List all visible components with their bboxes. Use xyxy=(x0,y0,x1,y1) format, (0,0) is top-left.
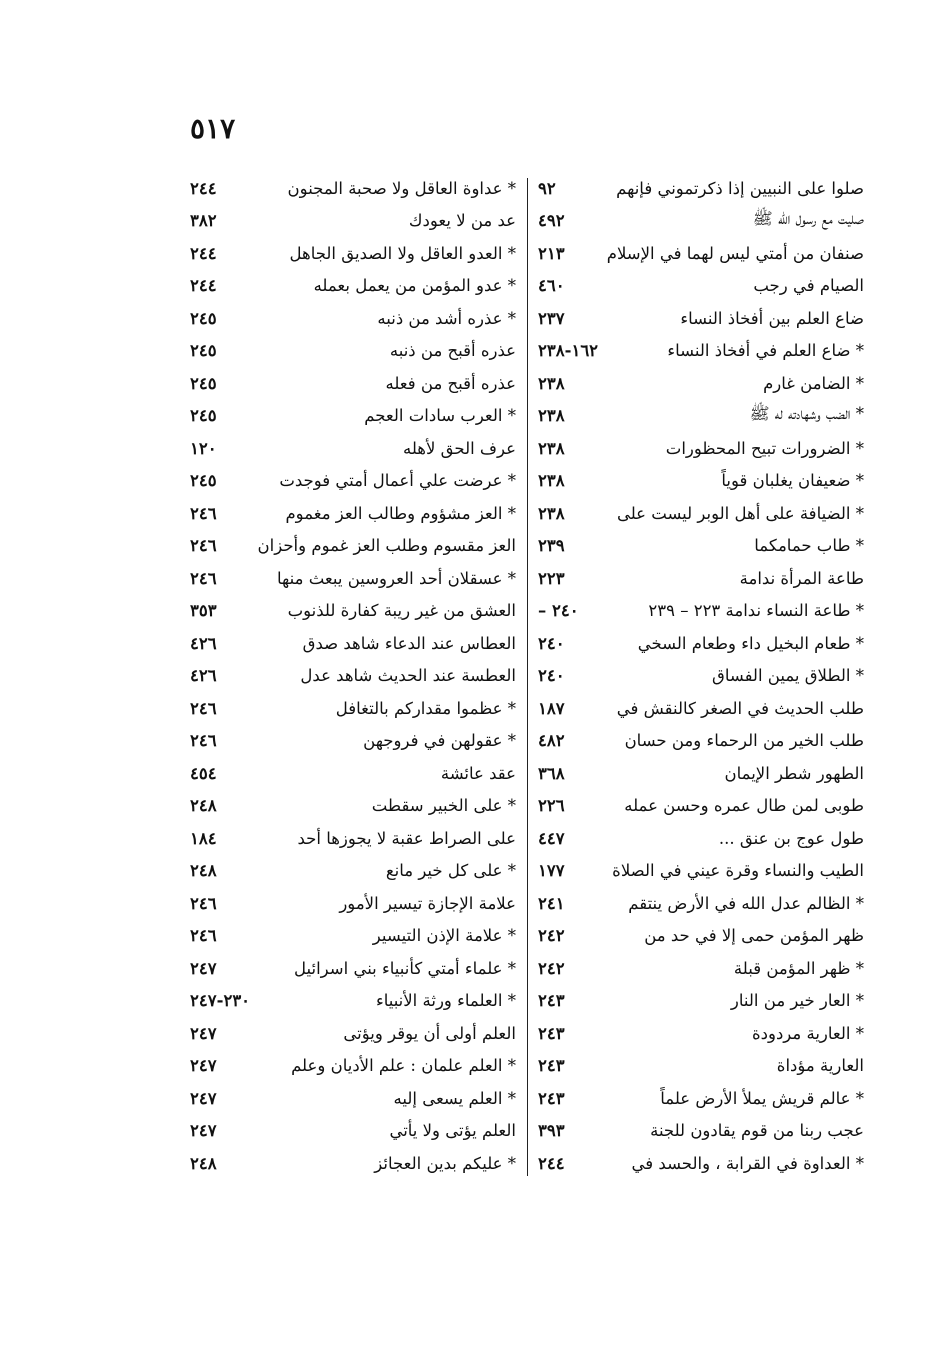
index-entry xyxy=(190,725,516,757)
entry-page-ref: ٢٤١ xyxy=(538,893,565,913)
entry-page-ref: ١٧٧ xyxy=(538,861,565,880)
entry-text: * الضرورات تبيح المحظورات xyxy=(665,438,864,458)
index-entry xyxy=(190,497,516,529)
entry-text: علامة الإجازة تيسير الأمور xyxy=(339,893,516,913)
entry-text: * عدو المؤمن من يعمل بعمله xyxy=(313,276,516,295)
entry-text: * الضب وشهادته له ﷺ xyxy=(749,403,864,423)
entry-page-ref: ٢٣٨ xyxy=(538,503,565,523)
entry-page-ref: ٢٤٧ xyxy=(190,958,217,978)
entry-page-ref: ٢٤٥ xyxy=(190,471,217,490)
entry-page-ref: ٢٤٢ xyxy=(538,926,565,945)
entry-page-ref: ٢٤٥ xyxy=(190,406,217,425)
entry-page-ref: ٣٦٨ xyxy=(538,763,565,783)
index-entry xyxy=(538,237,864,269)
entry-text: طول عوج بن عنق ... xyxy=(718,828,864,848)
entry-page-ref: ٢٤٢ xyxy=(538,958,565,978)
entry-page-ref: ١٨٤ xyxy=(190,828,217,848)
entry-text: * ضاع العلم في أفخاذ النساء xyxy=(667,341,864,360)
entry-text: * عرضت علي أعمال أمتي فوجدت xyxy=(279,471,516,490)
entry-text: عد من لا يعودك xyxy=(408,211,516,230)
entry-page-ref: ٢٤٦ xyxy=(190,503,217,523)
index-entry xyxy=(538,497,864,529)
entry-page-ref: ٤٢٦ xyxy=(190,666,217,685)
entry-page-ref: ٢٤٦ xyxy=(190,926,217,945)
index-entry xyxy=(538,1115,864,1147)
column-divider xyxy=(527,178,528,1176)
entry-text: * الضيافة على أهل الوبر ليست على xyxy=(616,503,864,523)
index-entry xyxy=(538,1082,864,1114)
entry-text: طلب الحديث في الصغر كالنقش في xyxy=(616,698,864,718)
entry-text: * على كل خير مانع xyxy=(385,861,516,880)
index-entry xyxy=(538,172,864,204)
entry-text: * العلماء ورثة الأنبياء xyxy=(375,991,516,1010)
entry-text: * طاعة النساء ندامة ٢٢٣ – ٢٣٩ xyxy=(648,601,864,620)
entry-page-ref: ٢١٣ xyxy=(538,243,565,263)
entry-text: * عليكم بدين العجائز xyxy=(374,1153,516,1173)
entry-page-ref: ٢٤٣ xyxy=(538,991,565,1010)
entry-page-ref: ٢٤٣ xyxy=(538,1088,565,1108)
entry-page-ref: ٤٩٢ xyxy=(538,211,565,230)
entry-text: عذره أقبح من فعله xyxy=(385,373,516,393)
entry-text: * الظالم عدل الله في الأرض ينتقم xyxy=(628,893,864,913)
entry-text: * العز مشؤوم وطالب العز مغموم xyxy=(285,503,516,523)
entry-page-ref: ٩٢ xyxy=(538,178,556,198)
index-entry xyxy=(190,432,516,464)
entry-text: * عالم قريش يملأ الأرض علماً xyxy=(660,1088,864,1108)
entry-text: * عقولهن في فروجهن xyxy=(363,731,516,750)
index-entry xyxy=(538,920,864,952)
index-entry xyxy=(538,887,864,919)
entry-page-ref: ٢٤٦ xyxy=(190,893,217,913)
entry-text: * ضعيفان يغلبان قوياً xyxy=(721,471,864,490)
index-entry xyxy=(190,1115,516,1147)
index-entry xyxy=(190,692,516,724)
index-entry xyxy=(190,1050,516,1082)
entry-page-ref: ٢٤٣ xyxy=(538,1023,565,1043)
index-entry xyxy=(538,595,864,627)
entry-page-ref: ٤٢٦ xyxy=(190,633,217,653)
entry-page-ref: ٢٤٥ xyxy=(190,341,217,360)
index-entry xyxy=(190,205,516,237)
entry-page-ref: ٤٦٠ xyxy=(538,276,565,295)
index-entry xyxy=(538,855,864,887)
index-entry xyxy=(190,270,516,302)
index-entry xyxy=(190,530,516,562)
entry-text: * علامة الإذن التيسير xyxy=(372,926,516,945)
index-entry xyxy=(538,952,864,984)
entry-text: العشق من غير ريبة كفارة للذنوب xyxy=(287,601,516,620)
index-entry xyxy=(538,302,864,334)
entry-text: طوبى لمن طال عمره وحسن عمله xyxy=(624,796,864,815)
entry-page-ref: ٣٩٣ xyxy=(538,1121,565,1140)
index-entry xyxy=(538,530,864,562)
entry-page-ref: ٢٣٧ xyxy=(538,308,565,328)
entry-page-ref: ٢٤٧ xyxy=(190,1088,217,1108)
entry-text: * علماء أمتي كأنبياء بني اسرائيل xyxy=(294,958,516,978)
index-entry xyxy=(190,822,516,854)
entry-text: * عذره أشد من ذنبه xyxy=(377,308,516,328)
entry-text: صلوا على النبيين إذا ذكرتموني فإنهم xyxy=(616,178,864,198)
entry-page-ref: ٢٣٨ xyxy=(538,373,565,393)
entry-text: العطاس عند الدعاء شاهد صدق xyxy=(302,633,516,653)
entry-text: عقد عائشة xyxy=(440,763,516,783)
index-entry xyxy=(538,562,864,594)
index-entry xyxy=(538,1017,864,1049)
index-entry xyxy=(190,920,516,952)
entry-text: عرف الحق لأهله xyxy=(403,438,516,458)
entry-page-ref: ٤٤٧ xyxy=(538,828,565,848)
index-entry xyxy=(190,302,516,334)
entry-page-ref: ٢٤٦ xyxy=(190,698,217,718)
entry-text: * على الخبير سقطت xyxy=(371,796,516,815)
entry-page-ref: ٢٤٣ xyxy=(538,1056,565,1075)
entry-text: صنفان من أمتي ليس لهما في الإسلام xyxy=(606,243,864,263)
index-entry xyxy=(538,627,864,659)
index-entry xyxy=(190,1017,516,1049)
entry-text: ضاع العلم بين أفخاذ النساء xyxy=(680,308,864,328)
index-entry xyxy=(190,367,516,399)
entry-text: الطهور شطر الإيمان xyxy=(724,763,864,783)
index-entry xyxy=(190,887,516,919)
entry-text: صليت مع رسول الله ﷺ xyxy=(752,208,864,228)
entry-page-ref: ٤٨٢ xyxy=(538,731,565,750)
index-entry xyxy=(538,400,864,432)
entry-page-ref: ٤٥٤ xyxy=(190,763,217,783)
entry-page-ref: ٢٤٦ xyxy=(190,568,217,588)
entry-text: العز مقسوم وطلب العز غموم وأحزان xyxy=(257,536,516,555)
entry-page-ref: ٢٤٨ xyxy=(190,861,217,880)
entry-page-ref: ٢٤٧ xyxy=(190,1056,217,1075)
entry-page-ref: ٢٤٨ xyxy=(190,1153,217,1173)
entry-page-ref: ٢٤٤ xyxy=(190,276,217,295)
entry-page-ref: ٢٤٨ xyxy=(190,796,217,815)
entry-text: العلم أولى أن يوقر ويؤتى xyxy=(343,1023,516,1043)
index-entry xyxy=(190,595,516,627)
entry-text: ظهر المؤمن حمى إلا في حد من xyxy=(644,926,864,945)
entry-text: * العلم يسعى إليه xyxy=(393,1088,516,1108)
index-entry xyxy=(538,757,864,789)
entry-page-ref: ١٦٢-٢٣٨ xyxy=(538,341,599,360)
index-entry xyxy=(190,790,516,822)
index-entry xyxy=(538,432,864,464)
index-entry xyxy=(190,952,516,984)
entry-text: الصيام في رجب xyxy=(753,276,864,295)
index-entry xyxy=(538,1050,864,1082)
index-entry xyxy=(538,985,864,1017)
entry-text: * العرب سادات العجم xyxy=(364,406,516,425)
entry-text: العارية مؤداة xyxy=(776,1056,864,1075)
entry-text: طاعة المرأة ندامة xyxy=(739,568,864,588)
entry-page-ref: ٢٤٤ xyxy=(190,178,217,198)
entry-text: العطسة عند الحديث شاهد عدل xyxy=(300,666,516,685)
index-entry xyxy=(190,757,516,789)
entry-text: * العلم علمان : علم الأديان وعلم xyxy=(291,1056,516,1075)
index-entry xyxy=(190,660,516,692)
entry-text: * عظموا مقداركم بالتغافل xyxy=(335,698,516,718)
entry-page-ref: ٢٣٨ xyxy=(538,406,565,425)
entry-text: * العار خير من النار xyxy=(730,991,864,1010)
entry-text: عجب ربنا من قوم يقادون للجنة xyxy=(650,1121,864,1140)
entry-page-ref: ٢٤٦ xyxy=(190,731,217,750)
entry-page-ref: ٢٤٦ xyxy=(190,536,217,555)
index-entry xyxy=(190,335,516,367)
entry-page-ref: ١٢٠ xyxy=(190,438,217,458)
index-entry xyxy=(190,562,516,594)
index-entry xyxy=(190,400,516,432)
index-entry xyxy=(538,465,864,497)
index-entry xyxy=(538,1147,864,1179)
index-entry xyxy=(538,205,864,237)
entry-page-ref: ٢٤٤ xyxy=(538,1153,565,1173)
index-entry xyxy=(538,367,864,399)
index-entry xyxy=(190,855,516,887)
index-entry xyxy=(538,692,864,724)
index-entry xyxy=(190,1082,516,1114)
entry-page-ref: ٢٢٦ xyxy=(538,796,565,815)
entry-page-ref: ٢٤٠ xyxy=(538,666,565,685)
entry-page-ref: ٢٣٠-٢٤٧ xyxy=(190,991,251,1010)
entry-page-ref: ٢٣٨ xyxy=(538,471,565,490)
index-entry xyxy=(190,627,516,659)
index-entry xyxy=(190,237,516,269)
entry-text: على الصراط عقبة لا يجوزها أحد xyxy=(297,828,516,848)
entry-text: * طعام البخيل داء وطعام السخي xyxy=(637,633,864,653)
index-entry xyxy=(538,335,864,367)
entry-page-ref: ٢٣٩ xyxy=(538,536,565,555)
entry-page-ref: ٢٢٣ xyxy=(538,568,565,588)
entry-page-ref: – ٢٤٠ xyxy=(538,601,579,620)
entry-text: عذره أقبح من ذنبه xyxy=(389,341,516,360)
entry-page-ref: ١٨٧ xyxy=(538,698,565,718)
index-entry xyxy=(190,465,516,497)
entry-text: * الطلاق يمين الفساق xyxy=(712,666,864,685)
entry-text: الطيب والنساء وقرة عيني في الصلاة xyxy=(612,861,864,880)
index-entry xyxy=(538,725,864,757)
entry-text: * الضامن غارم xyxy=(763,373,864,393)
entry-text: * العداوة في القرابة ، والحسد في xyxy=(631,1153,864,1173)
entry-page-ref: ٢٣٨ xyxy=(538,438,565,458)
entry-page-ref: ٢٤٠ xyxy=(538,633,565,653)
entry-text: طلب الخير من الرحماء ومن حسان xyxy=(624,731,864,750)
page-number: ٥١٧ xyxy=(190,112,236,145)
index-entry xyxy=(538,790,864,822)
entry-text: العلم يؤتى ولا يأتي xyxy=(389,1121,516,1140)
entry-text: * العارية مردودة xyxy=(752,1023,864,1043)
entry-page-ref: ٢٤٥ xyxy=(190,308,217,328)
entry-page-ref: ٢٤٧ xyxy=(190,1023,217,1043)
index-entry xyxy=(538,270,864,302)
index-entry xyxy=(538,822,864,854)
index-entry xyxy=(190,1147,516,1179)
entry-text: * ظهر المؤمن قبلة xyxy=(733,958,864,978)
entry-page-ref: ٣٨٢ xyxy=(190,211,217,230)
index-entry xyxy=(538,660,864,692)
index-entry xyxy=(190,172,516,204)
index-entry xyxy=(190,985,516,1017)
entry-text: * عداوة العاقل ولا صحبة المجنون xyxy=(287,178,516,198)
entry-page-ref: ٢٤٤ xyxy=(190,243,217,263)
entry-text: * عسقلان أحد العروسين يبعث منها xyxy=(277,568,516,588)
entry-page-ref: ٢٤٧ xyxy=(190,1121,217,1140)
entry-page-ref: ٢٤٥ xyxy=(190,373,217,393)
entry-page-ref: ٣٥٣ xyxy=(190,601,217,620)
entry-text: * طاب حمامكما xyxy=(754,536,864,555)
entry-text: * العدو العاقل ولا الصديق الجاهل xyxy=(289,243,516,263)
